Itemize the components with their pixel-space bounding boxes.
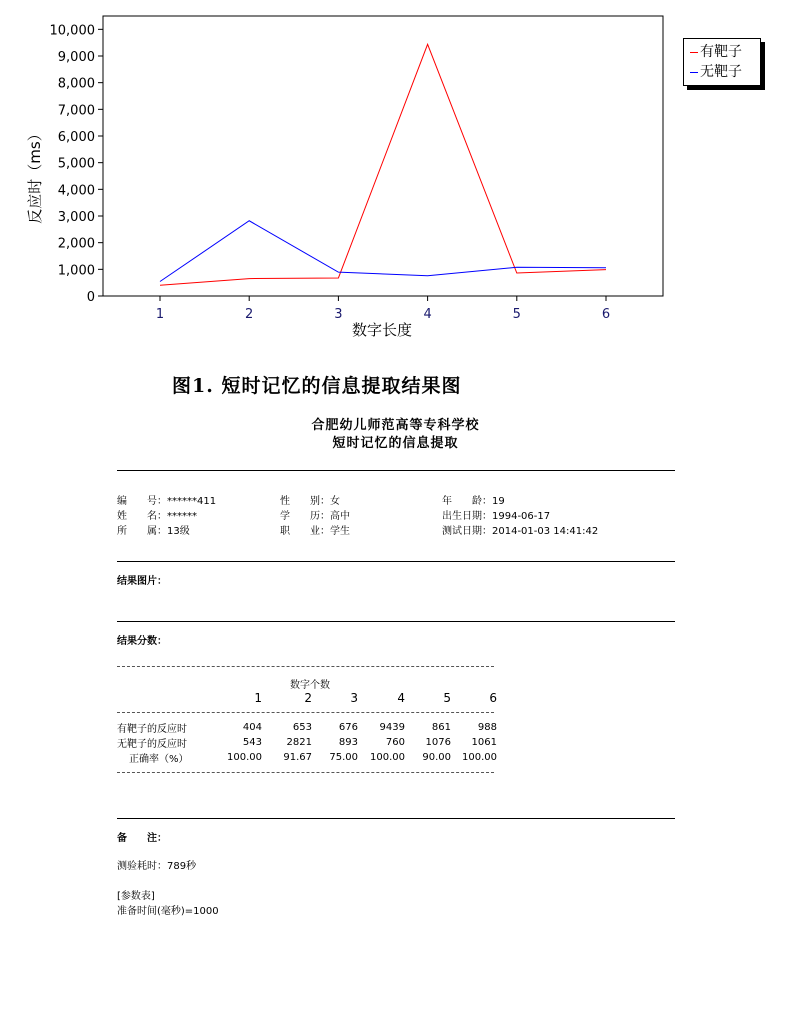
column-header: 1 [254, 690, 262, 705]
table-cell: 760 [385, 737, 405, 748]
divider [117, 470, 675, 471]
legend-swatch-red [690, 52, 698, 53]
table-cell: 404 [242, 722, 262, 733]
table-cell: 861 [431, 722, 451, 733]
column-header: 4 [397, 690, 405, 705]
divider [117, 561, 675, 562]
x-tick-label: 1 [155, 307, 165, 322]
table-cell: 1061 [471, 737, 497, 748]
plot-area-frame [103, 16, 663, 296]
table-dashed-rule [117, 666, 494, 667]
row-label: 无靶子的反应时 [117, 739, 187, 750]
x-tick-label: 4 [423, 307, 432, 322]
legend-swatch-blue [690, 72, 698, 73]
y-tick-label: 4,000 [57, 183, 95, 199]
divider [117, 818, 675, 819]
series-lines [160, 44, 606, 285]
divider [117, 621, 675, 622]
y-tick-label: 9,000 [57, 50, 95, 65]
x-tick-label: 3 [334, 307, 343, 322]
row-label: 正确率（%） [129, 754, 189, 765]
report-title: 短时记忆的信息提取 [332, 436, 459, 451]
table-cell: 9439 [379, 722, 405, 733]
table-dashed-rule [117, 772, 494, 773]
table-header-row [117, 690, 497, 705]
table-row [117, 750, 497, 765]
y-tick-label: 1,000 [57, 263, 95, 279]
y-tick-label: 5,000 [57, 156, 95, 172]
info-education: 学 历：高中 [280, 511, 350, 522]
info-birthdate: 出生日期：1994-06-17 [442, 511, 551, 522]
result-score-heading: 结果分数： [117, 636, 167, 647]
table-cell: 2821 [286, 737, 312, 748]
info-gender: 性 别：女 [280, 496, 340, 507]
table-cell: 75.00 [329, 752, 358, 763]
table-row [117, 720, 497, 735]
school-name: 合肥幼儿师范高等专科学校 [311, 418, 480, 433]
reaction-time-chart [0, 0, 791, 350]
y-tick-label: 3,000 [57, 210, 95, 225]
column-header: 5 [443, 690, 451, 705]
x-tick-label: 2 [245, 307, 254, 322]
parameter-table-title: [参数表] [117, 891, 155, 902]
y-tick-label: 2,000 [57, 236, 95, 252]
table-cell: 653 [292, 722, 312, 733]
x-axis-ticks [156, 296, 610, 322]
table-cell: 1076 [425, 737, 451, 748]
table-cell: 90.00 [422, 752, 451, 763]
column-header: 2 [304, 690, 312, 705]
y-axis-ticks [50, 23, 104, 305]
info-test-date: 测试日期：2014-01-03 14:41:42 [442, 526, 599, 537]
row-label: 有靶子的反应时 [117, 724, 187, 735]
x-axis-label: 数字长度 [351, 321, 413, 339]
table-cell: 893 [338, 737, 358, 748]
column-header: 3 [350, 690, 358, 705]
table-dashed-rule [117, 712, 494, 713]
info-serial: 编 号：******411 [117, 496, 217, 507]
table-cell: 100.00 [370, 752, 405, 763]
legend-item-without-target: 无靶子 [690, 64, 742, 80]
y-tick-label: 7,000 [57, 103, 95, 119]
table-cell: 91.67 [283, 752, 312, 763]
info-name: 姓 名：****** [117, 511, 197, 522]
figure-caption: 图1. 短时记忆的信息提取结果图 [172, 375, 462, 397]
test-duration: 测验耗时：789秒 [117, 861, 197, 872]
info-occupation: 职 业：学生 [280, 526, 350, 537]
info-group: 所 属：13级 [117, 526, 190, 537]
legend-item-with-target: 有靶子 [690, 44, 742, 60]
table-cell: 100.00 [462, 752, 497, 763]
y-tick-label: 6,000 [57, 130, 95, 145]
table-cell: 543 [242, 737, 262, 748]
table-row [117, 735, 497, 750]
info-age: 年 龄：19 [442, 496, 505, 507]
table-group-header: 数字个数 [290, 680, 330, 691]
notes-heading: 备 注： [117, 833, 167, 844]
parameter-prep-time: 准备时间(毫秒)=1000 [117, 906, 219, 917]
table-cell: 988 [477, 722, 497, 733]
x-tick-label: 5 [512, 307, 521, 322]
x-tick-label: 6 [601, 307, 611, 322]
result-image-heading: 结果图片： [117, 576, 167, 587]
y-tick-label: 0 [86, 290, 95, 305]
column-header: 6 [489, 690, 497, 705]
series-line-with-target [160, 44, 606, 285]
table-cell: 100.00 [227, 752, 262, 763]
table-cell: 676 [338, 722, 358, 733]
y-axis-label: 反应时（ms） [26, 126, 44, 224]
y-tick-label: 8,000 [57, 76, 95, 92]
y-tick-label: 10,000 [49, 23, 95, 39]
result-table [117, 690, 497, 765]
chart-legend [683, 38, 761, 86]
